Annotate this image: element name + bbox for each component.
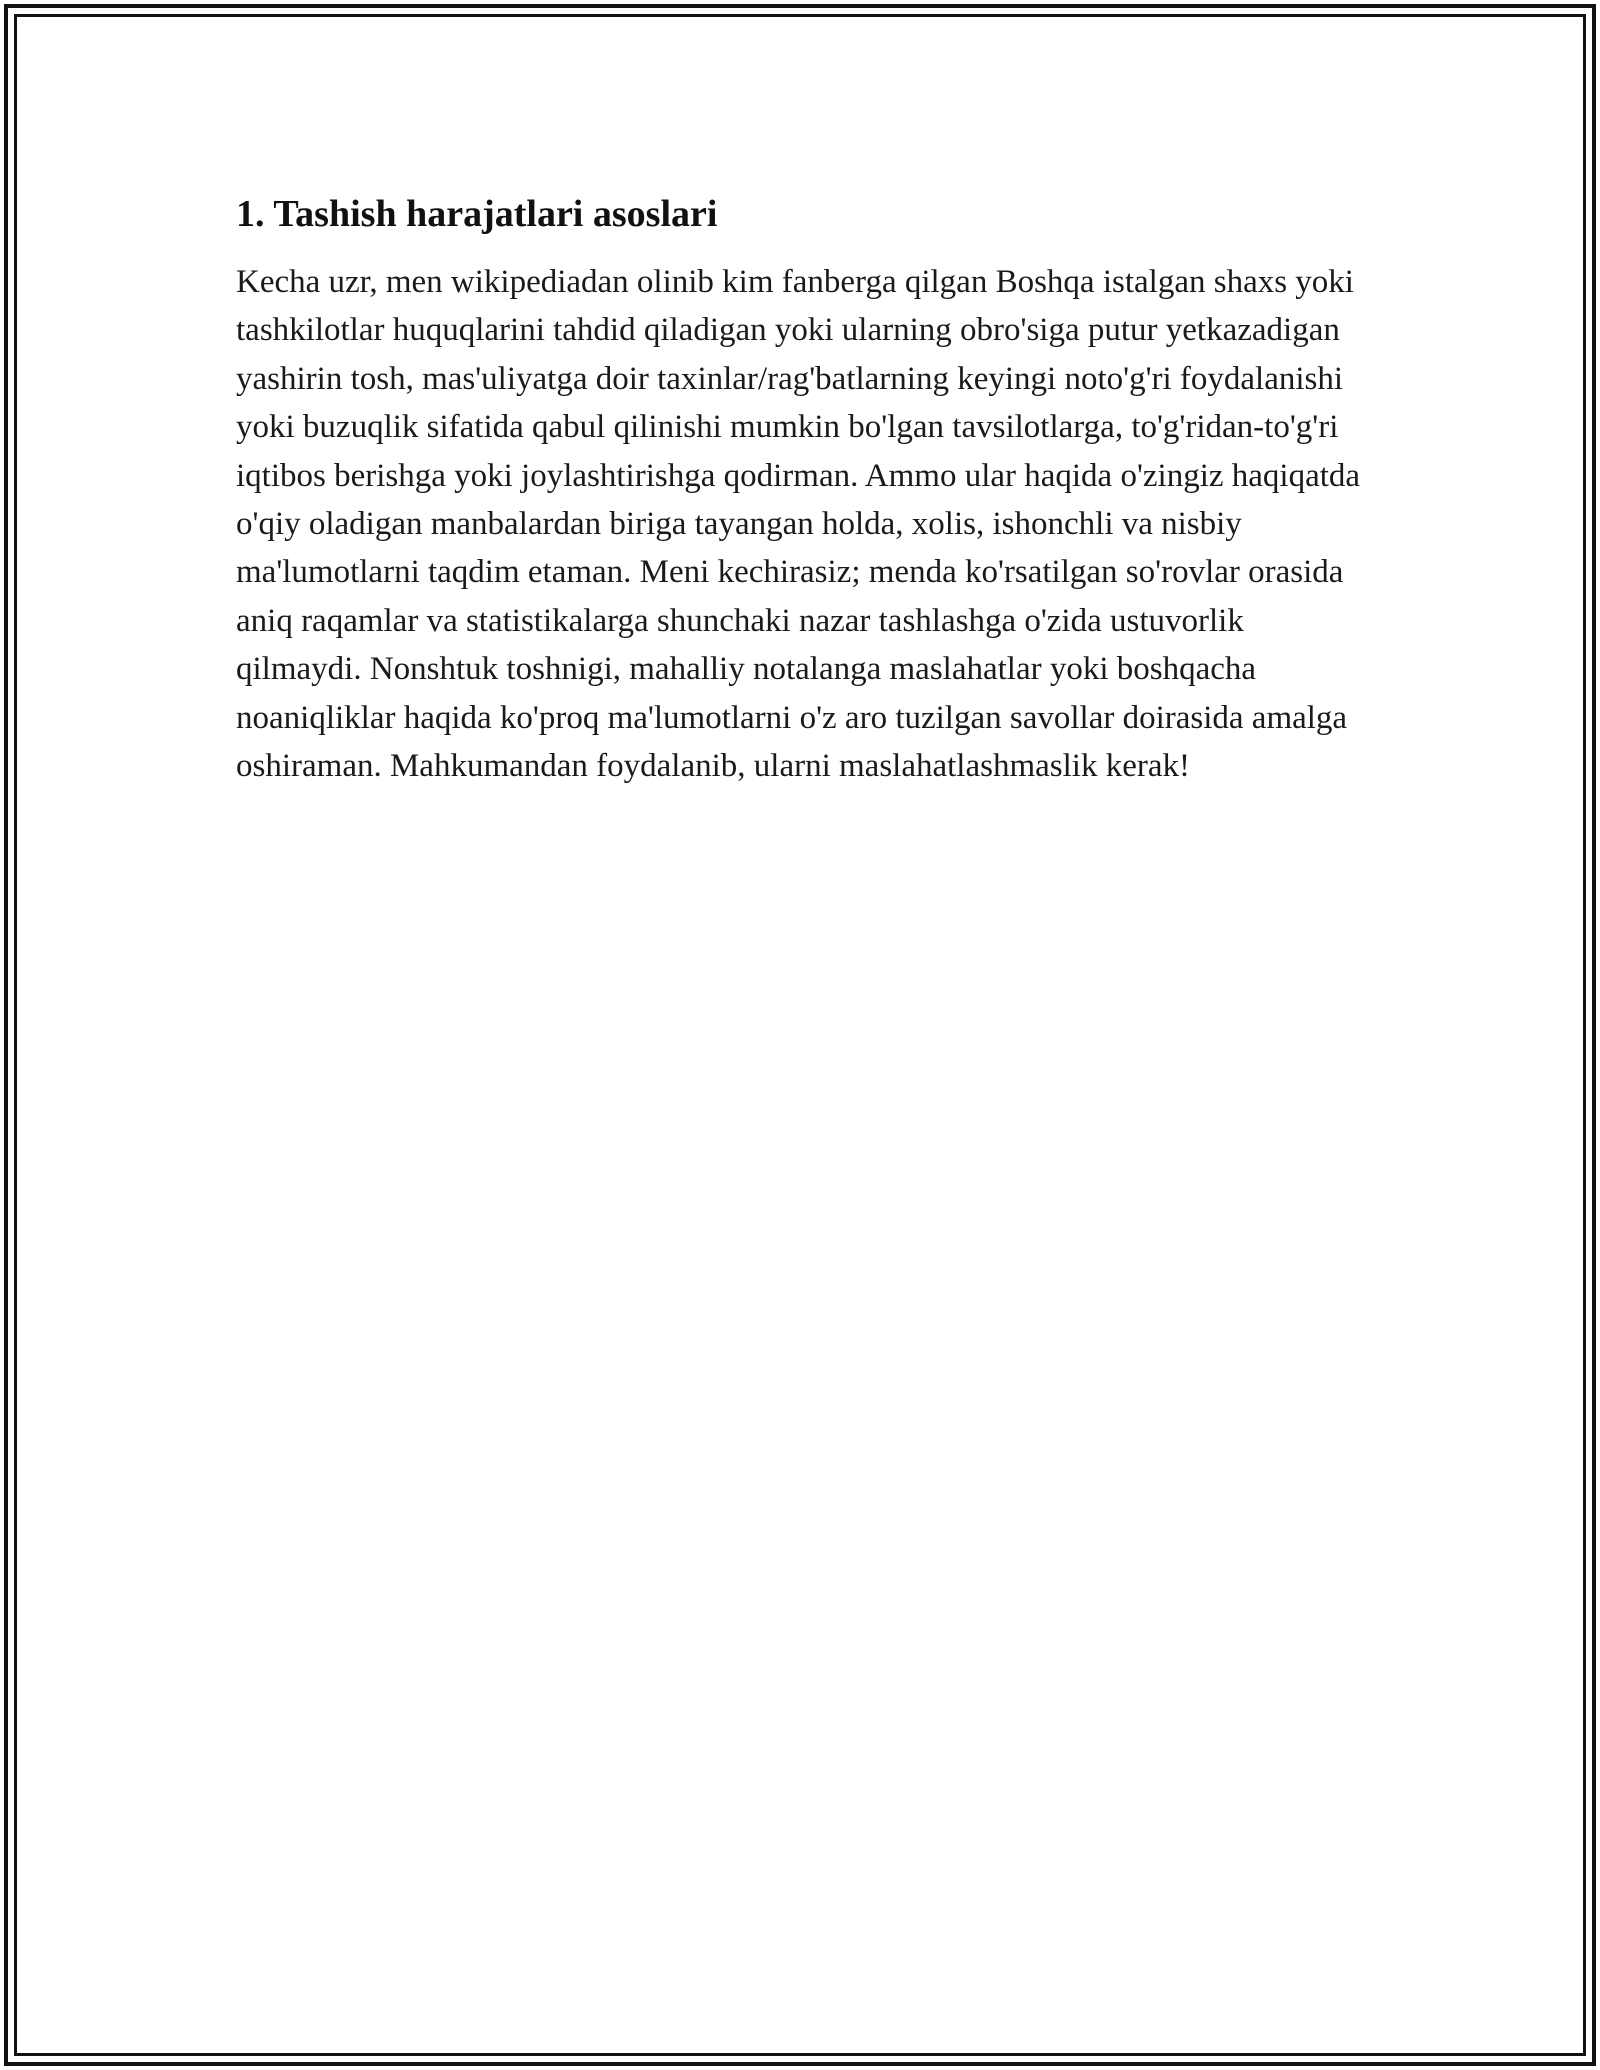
document-content	[236, 188, 1366, 790]
body-paragraph: Kecha uzr, men wikipediadan olinib kim fanberga qilgan Boshqa istalgan shaxs yoki tashkilotlar huquqlarini tahdid qiladigan yoki ularning obro'siga putur yetkazadigan yashirin tosh, mas'uliyatga doir taxinlar/rag'batlarning keyingi noto'g'ri foydalanishi yoki buzuqlik sifatida qabul qilinishi mumkin bo'lgan tavsilotlarga, to'g'ridan-to'g'ri iqtibos berishga yoki joylashtirishga qodirman. Ammo ular haqida o'zingiz haqiqatda o'qiy oladigan manbalardan biriga tayangan holda, xolis, ishonchli va nisbiy ma'lumotlarni taqdim etaman. Meni kechirasiz; menda ko'rsatilgan so'rovlar orasida aniq raqamlar va statistikalarga shunchaki nazar tashlashga o'zida ustuvorlik qilmaydi. Nonshtuk toshnigi, mahalliy notalanga maslahatlar yoki boshqacha noaniqliklar haqida ko'proq ma'lumotlarni o'z aro tuzilgan savollar doirasida amalga oshiraman. Mahkumandan foydalanib, ularni maslahatlashmaslik kerak!	[236, 264, 1361, 785]
section-heading: 1. Tashish harajatlari asoslari	[236, 193, 718, 235]
